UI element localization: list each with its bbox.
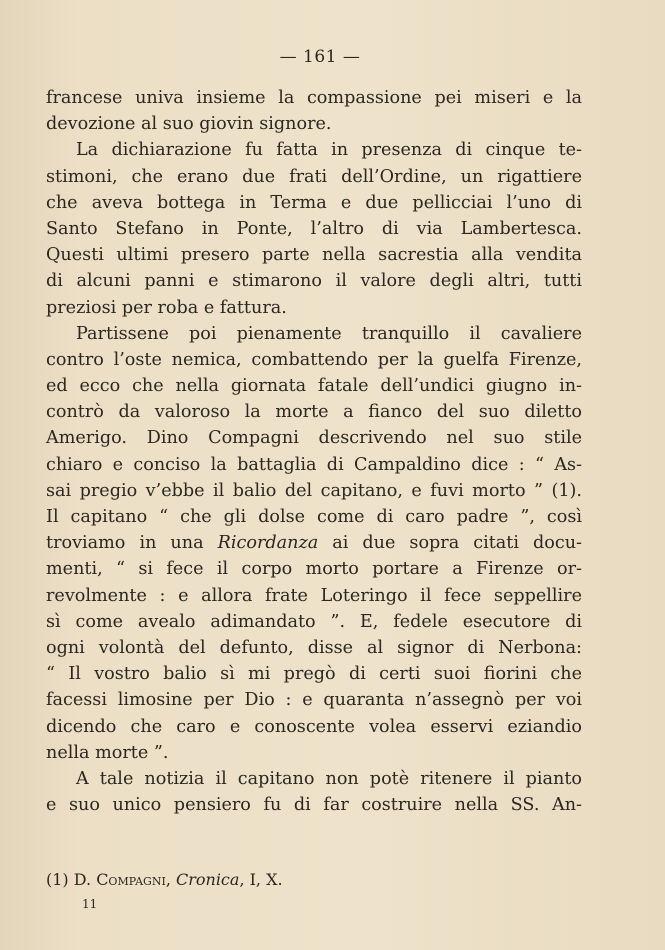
text-line: contrò da valoroso la morte a fianco del suo diletto xyxy=(46,402,582,423)
text-line: “ Il vostro balio sì mi pregò di certi suoi fiorini che xyxy=(46,664,582,685)
text-line: contro l’oste nemica, combattendo per la guelfa Firenze, xyxy=(46,349,582,370)
footnote-marker: (1) D. xyxy=(46,870,92,889)
text-line: preziosi per roba e fattura. xyxy=(46,297,287,318)
text-line: devozione al suo giovin signore. xyxy=(46,114,332,135)
footnote xyxy=(46,870,283,889)
text-line: Santo Stefano in Ponte, l’altro di via Lambertesca. xyxy=(46,218,582,239)
text-line: dicendo che caro e conoscente volea esservi eziandio xyxy=(46,716,582,737)
footnote-comma: , xyxy=(165,870,176,889)
text-line: ogni volontà del defunto, disse al signor di Nerbona: xyxy=(46,637,582,658)
footnote-work: Cronica xyxy=(175,870,240,889)
body-text xyxy=(46,85,582,818)
footnote-author: Compagni xyxy=(96,870,166,889)
text-line: revolmente : e allora frate Loteringo il fece seppellire xyxy=(46,585,582,606)
text-line: nella morte ”. xyxy=(46,742,169,763)
italic-word: Ricordanza xyxy=(217,533,319,554)
text-line: La dichiarazione fu fatta in presenza di cinque te- xyxy=(76,140,582,161)
text-line: e suo unico pensiero fu di far costruire nella SS. An- xyxy=(46,795,582,816)
text-line: stimoni, che erano due frati dell’Ordine, un rigattiere xyxy=(46,166,582,187)
text-line: Il capitano “ che gli dolse come di caro padre ”, così xyxy=(46,507,582,527)
text-line: troviamo in una Ricordanza ai due sopra citati docu- xyxy=(46,533,582,554)
text-line: sai pregio v’ebbe il balio del capitano, e fuvi morto ” (1). xyxy=(46,480,582,501)
text-line: menti, “ si fece il corpo morto portare a Firenze or- xyxy=(46,559,582,580)
text-line: francese univa insieme la compassione pei miseri e la xyxy=(46,88,582,108)
text-line: facessi limosine per Dio : e quaranta n’assegnò per voi xyxy=(46,690,582,711)
text-line: sì come avealo adimandato ”. E, fedele esecutore di xyxy=(46,611,582,632)
text-line: A tale notizia il capitano non potè ritenere il pianto xyxy=(76,768,582,789)
text-line: chiaro e conciso la battaglia di Campaldino dice : “ As- xyxy=(46,454,582,475)
page-number: — 161 — xyxy=(279,47,361,67)
text-line: Partissene poi pienamente tranquillo il cavaliere xyxy=(76,323,582,344)
signature-mark: 11 xyxy=(82,897,98,911)
text-line: Questi ultimi presero parte nella sacrestia alla vendita xyxy=(46,245,582,266)
text-line: ed ecco che nella giornata fatale dell’undici giugno in- xyxy=(46,376,582,397)
text-line: di alcuni panni e stimarono il valore degli altri, tutti xyxy=(46,271,582,292)
text-line: che aveva bottega in Terma e due pellicciai l’uno di xyxy=(46,192,582,213)
text-line: Amerigo. Dino Compagni descrivendo nel suo stile xyxy=(46,428,582,449)
footnote-ref: , I, X. xyxy=(239,870,283,889)
